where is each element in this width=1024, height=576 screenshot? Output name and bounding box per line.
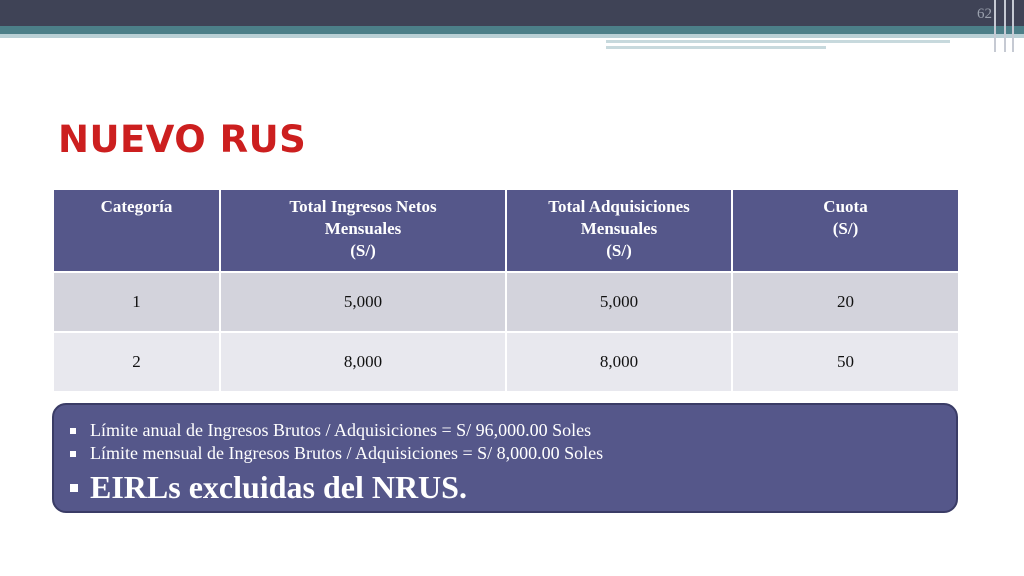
square-bullet-icon — [70, 467, 90, 507]
square-bullet-icon — [70, 442, 90, 465]
header-line: Mensuales — [324, 219, 402, 238]
header-line: Cuota — [823, 197, 868, 216]
table-header-row — [53, 189, 959, 272]
list-item — [70, 419, 946, 442]
deco-vertical-1 — [994, 0, 996, 52]
top-decorative-bar — [0, 0, 1024, 26]
header-line: Categoría — [100, 197, 173, 216]
header-line: Mensuales — [580, 219, 658, 238]
cell-cuota: 50 — [732, 332, 959, 392]
header-adquisiciones — [506, 189, 732, 272]
deco-line-2 — [606, 46, 826, 49]
top-light-bar — [0, 34, 1024, 38]
top-accent-bar — [0, 26, 1024, 34]
cell-ingresos: 5,000 — [220, 272, 506, 332]
cell-cuota: 20 — [732, 272, 959, 332]
rus-categories-table — [52, 188, 960, 393]
header-line: (S/) — [350, 241, 376, 260]
deco-vertical-3 — [1012, 0, 1014, 52]
cell-adquisiciones: 5,000 — [506, 272, 732, 332]
header-line: (S/) — [832, 219, 859, 238]
cell-categoria: 1 — [53, 272, 220, 332]
note-annual-limit: Límite anual de Ingresos Brutos / Adquisiciones = S/ 96,000.00 Soles — [90, 420, 592, 440]
table-row — [53, 272, 959, 332]
note-eirl-excluded: EIRLs excluidas del NRUS. — [90, 469, 467, 505]
deco-vertical-2 — [1004, 0, 1006, 52]
note-monthly-limit: Límite mensual de Ingresos Brutos / Adquisiciones = S/ 8,000.00 Soles — [90, 443, 604, 463]
header-line: Total Ingresos Netos — [289, 197, 437, 216]
slide-title: NUEVO RUS — [58, 118, 307, 161]
cell-ingresos: 8,000 — [220, 332, 506, 392]
header-categoria — [53, 189, 220, 272]
deco-line-1 — [606, 40, 950, 43]
cell-categoria: 2 — [53, 332, 220, 392]
table-row — [53, 332, 959, 392]
square-bullet-icon — [70, 419, 90, 442]
cell-adquisiciones: 8,000 — [506, 332, 732, 392]
header-ingresos — [220, 189, 506, 272]
header-line: Total Adquisiciones — [548, 197, 690, 216]
page-number: 62 — [977, 6, 992, 22]
list-item — [70, 442, 946, 465]
list-item — [70, 467, 946, 507]
header-cuota — [732, 189, 959, 272]
notes-box — [52, 403, 958, 513]
header-line: (S/) — [606, 241, 632, 260]
